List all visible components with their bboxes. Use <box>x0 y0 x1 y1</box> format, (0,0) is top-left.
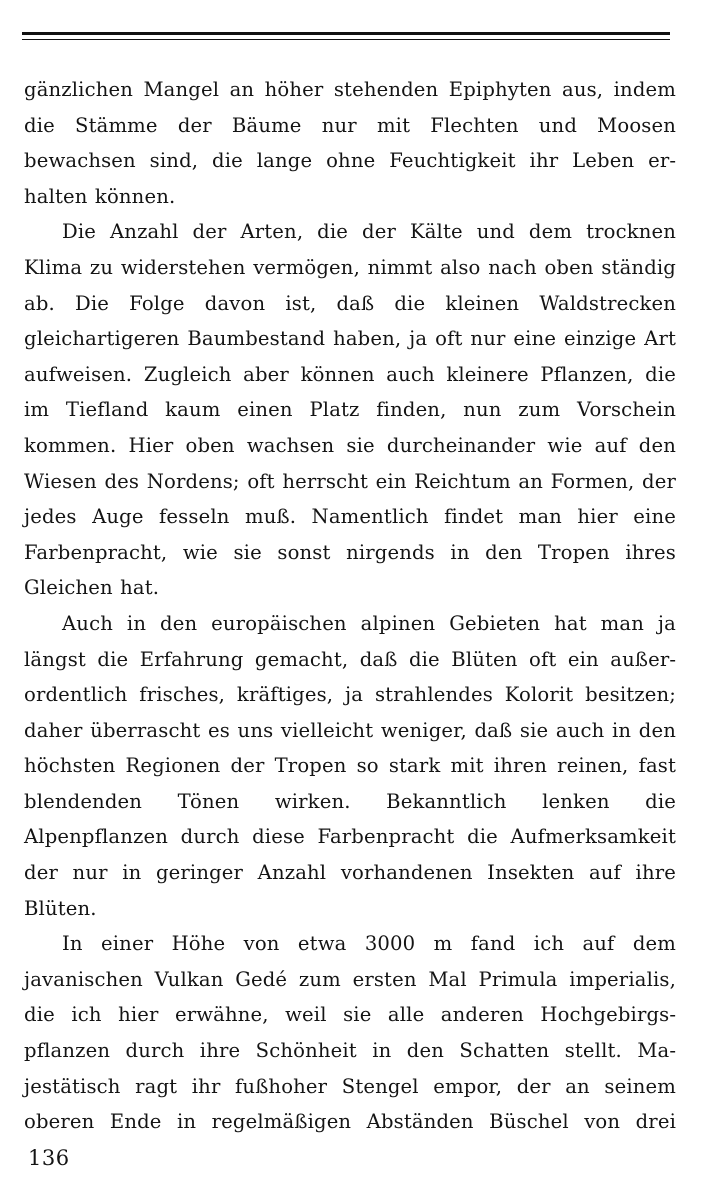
page-number: 136 <box>28 1146 70 1170</box>
paragraph-2: Die Anzahl der Arten, die der Kälte und dem trocknen Klima zu widerstehen vermögen, nimmt also nach oben ständig ab. Die Folge davon ist, daß die kleinen Waldstrecken gleichartigeren Baumbestand haben, ja oft nur eine einzige Art aufweisen. Zugleich aber können auch kleinere Pflanzen, die im Tiefland kaum einen Platz finden, nun zum Vorschein kommen. Hier oben wachsen sie durcheinander wie auf den Wiesen des Nordens; oft herrscht ein Reichtum an Formen, der jedes Auge fesseln muß. Namentlich findet man hier eine Farbenpracht, wie sie sonst nirgends in den Tropen ihres Gleichen hat. <box>24 220 676 600</box>
paragraph-3: Auch in den europäischen alpinen Gebieten hat man ja längst die Erfahrung gemacht, daß die Blüten oft ein außerordentlich frisches, kräftiges, ja strahlendes Kolorit besitzen; daher überrascht es uns vielleicht weniger, daß sie auch in den höchsten Regionen der Tropen so stark mit ihren reinen, fast blendenden Tönen wirken. Bekanntlich lenken die Alpenpflanzen durch diese Farbenpracht die Aufmerksamkeit der nur in geringer Anzahl vorhandenen Insekten auf ihre Blüten. <box>24 611 676 920</box>
header-rule-thick <box>22 32 670 35</box>
paragraph-1: gänzlichen Mangel an höher stehenden Epiphyten aus, indem die Stämme der Bäume nur mit Flechten und Moosen bewachsen sind, die lange ohne Feuchtigkeit ihr Leben erhalten können. <box>24 78 676 208</box>
header-rule-thin <box>22 39 670 40</box>
body-text <box>24 72 676 1140</box>
paragraph-4: In einer Höhe von etwa 3000 m fand ich auf dem javanischen Vulkan Gedé zum ersten Mal Primula imperialis, die ich hier erwähne, weil sie alle anderen Hochgebirgspflanzen durch ihre Schönheit in den Schatten stellt. Majestätisch ragt ihr fußhoher Stengel empor, der an seinem oberen Ende in regelmäßigen Abständen Büschel von drei <box>24 932 676 1134</box>
